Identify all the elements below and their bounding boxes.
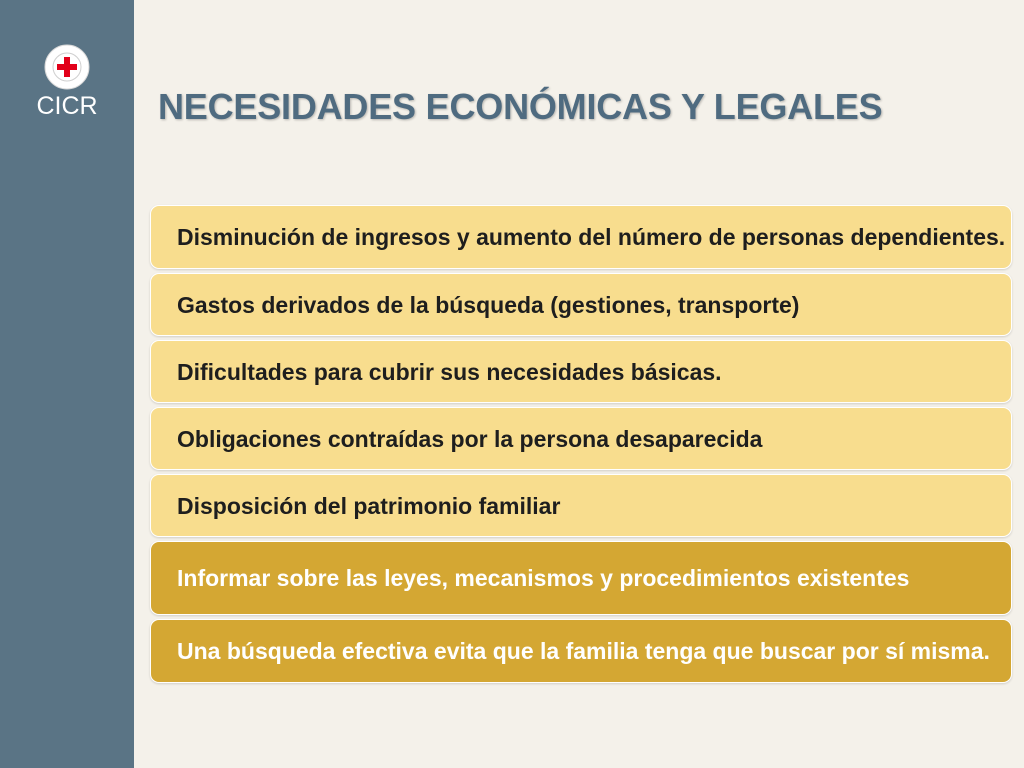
list-item-text: Dificultades para cubrir sus necesidades básicas. — [177, 358, 722, 385]
red-cross-emblem-icon — [44, 44, 90, 90]
list-item-text: Disminución de ingresos y aumento del número de personas dependientes. — [177, 224, 1006, 250]
list-item-text: Informar sobre las leyes, mecanismos y procedimientos existentes — [177, 565, 910, 591]
list-item — [150, 273, 1012, 336]
org-name: CICR — [36, 92, 98, 120]
list-item — [150, 541, 1012, 615]
list-item — [150, 340, 1012, 403]
list-item — [150, 619, 1012, 683]
page-title: NECESIDADES ECONÓMICAS Y LEGALES — [158, 86, 883, 127]
list-item-text: Gastos derivados de la búsqueda (gestiones, transporte) — [177, 291, 800, 318]
sidebar — [0, 0, 134, 768]
list-item-text: Disposición del patrimonio familiar — [177, 492, 561, 519]
list-item-text: Obligaciones contraídas por la persona desaparecida — [177, 425, 763, 452]
list-item-text: Una búsqueda efectiva evita que la familia tenga que buscar por sí misma. — [177, 638, 990, 664]
list-item — [150, 407, 1012, 470]
list-item — [150, 474, 1012, 537]
list-item — [150, 205, 1012, 269]
